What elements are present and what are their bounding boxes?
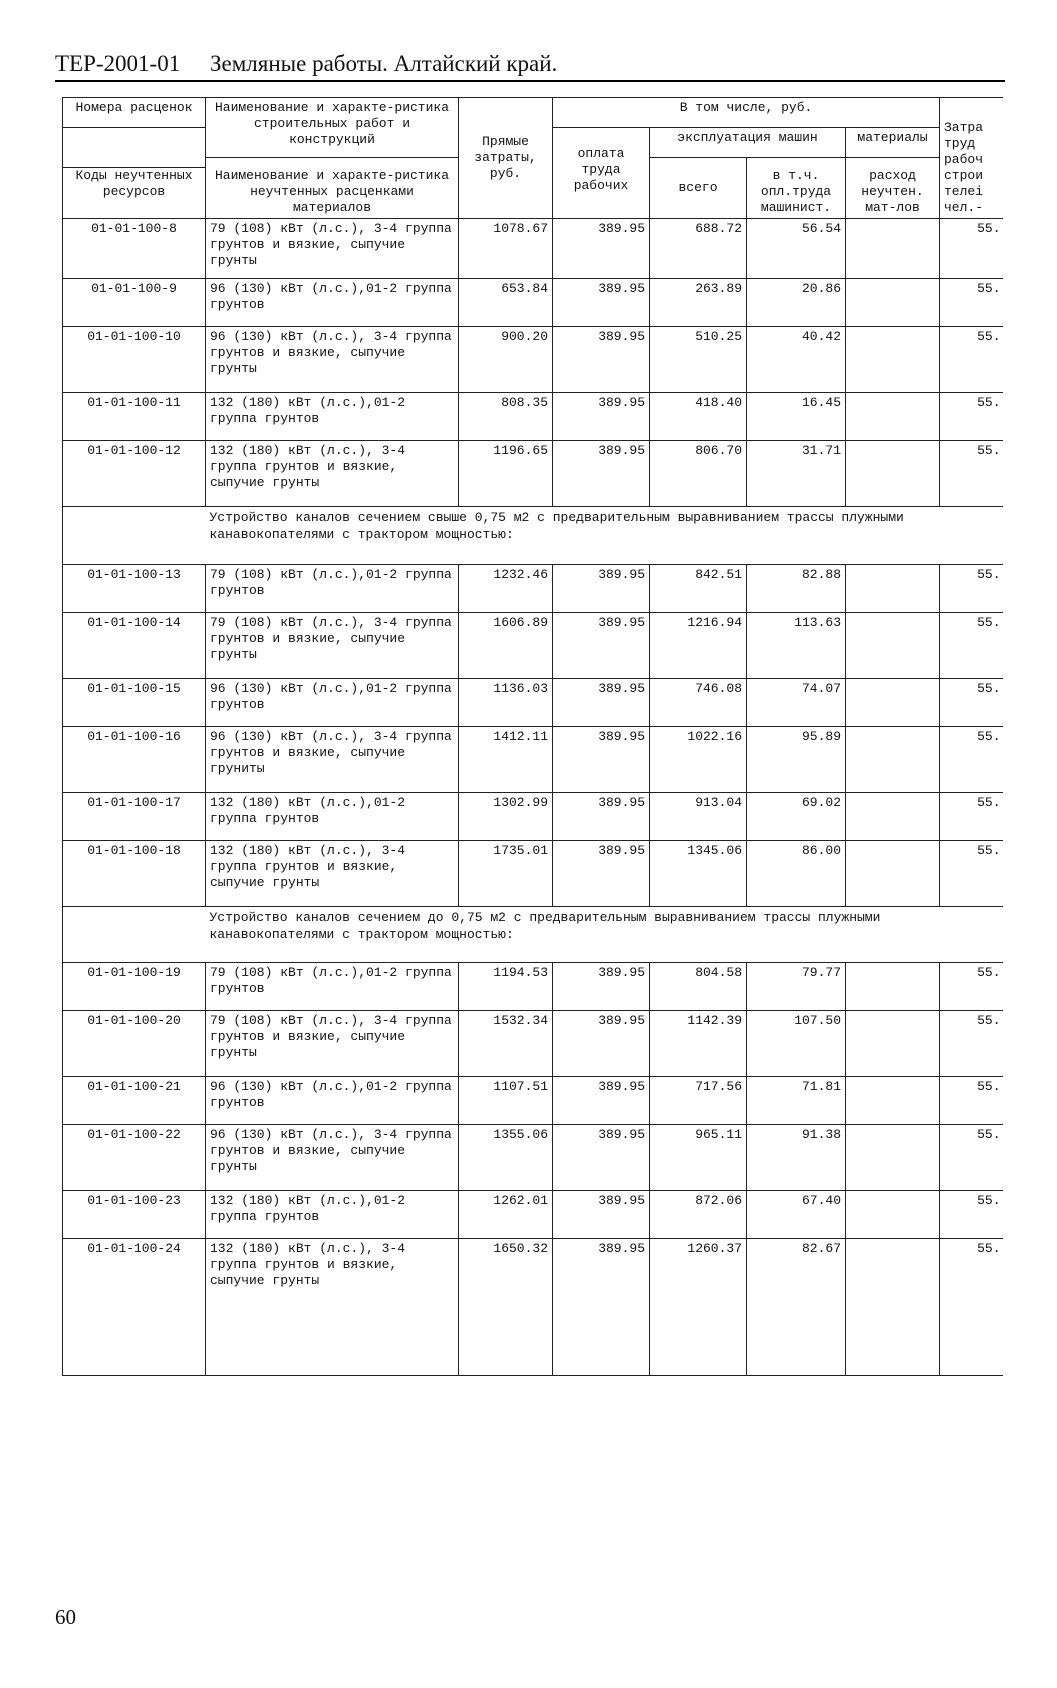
section-spacer [63,507,206,565]
work-name: 79 (108) кВт (л.с.),01-2 группа грунтов [206,565,459,613]
machinist-wage: 31.71 [747,441,846,507]
direct-costs: 900.20 [459,327,553,393]
rate-code: 01-01-100-21 [63,1077,206,1125]
materials [846,565,940,613]
machinist-wage: 74.07 [747,679,846,727]
direct-costs: 1196.65 [459,441,553,507]
work-name: 132 (180) кВт (л.с.),01-2 группа грунтов [206,793,459,841]
labor-cost: 55. [940,327,1003,393]
machines-total: 872.06 [650,1191,747,1239]
rate-code: 01-01-100-17 [63,793,206,841]
direct-costs: 1262.01 [459,1191,553,1239]
work-name: 79 (108) кВт (л.с.), 3-4 группа грунтов и вязкие, сыпучие грунты [206,613,459,679]
table-header [63,98,1003,219]
labor-wage: 389.95 [553,1239,650,1376]
machines-total: 263.89 [650,279,747,327]
table-row [63,793,1003,841]
table-row [63,1239,1003,1376]
machines-total: 1142.39 [650,1011,747,1077]
materials [846,219,940,279]
direct-costs: 1650.32 [459,1239,553,1376]
materials [846,679,940,727]
machinist-wage: 71.81 [747,1077,846,1125]
machinist-wage: 67.40 [747,1191,846,1239]
page-number: 60 [55,1605,76,1629]
labor-wage: 389.95 [553,565,650,613]
machines-total: 913.04 [650,793,747,841]
machinist-wage: 113.63 [747,613,846,679]
header-machinist-wage: в т.ч. опл.труда машинист. [747,158,846,219]
table-row [63,565,1003,613]
rate-code: 01-01-100-23 [63,1191,206,1239]
work-name: 132 (180) кВт (л.с.), 3-4 группа грунтов и вязкие, сыпучие грунты [206,841,459,907]
labor-wage: 389.95 [553,613,650,679]
labor-cost: 55. [940,1125,1003,1191]
work-name: 132 (180) кВт (л.с.), 3-4 группа грунтов и вязкие, сыпучие грунты [206,441,459,507]
table-row [63,1125,1003,1191]
rate-code: 01-01-100-11 [63,393,206,441]
labor-cost: 55. [940,963,1003,1011]
machinist-wage: 56.54 [747,219,846,279]
materials [846,963,940,1011]
section-row [63,507,1003,565]
work-name: 132 (180) кВт (л.с.),01-2 группа грунтов [206,393,459,441]
rates-table [62,97,1003,1376]
machines-total: 688.72 [650,219,747,279]
labor-cost: 55. [940,441,1003,507]
rate-code: 01-01-100-24 [63,1239,206,1376]
table-group [63,507,1003,907]
rate-code: 01-01-100-8 [63,219,206,279]
document-code: ТЕР-2001-01 [55,51,181,76]
table-row [63,613,1003,679]
header-unaccounted-name: Наименование и характе-ристика неучтенных расценками материалов [206,158,459,219]
machines-total: 418.40 [650,393,747,441]
machines-total: 717.56 [650,1077,747,1125]
work-name: 96 (130) кВт (л.с.),01-2 группа грунтов [206,279,459,327]
direct-costs: 1606.89 [459,613,553,679]
direct-costs: 1107.51 [459,1077,553,1125]
rate-code: 01-01-100-15 [63,679,206,727]
work-name: 132 (180) кВт (л.с.),01-2 группа грунтов [206,1191,459,1239]
labor-cost: 55. [940,679,1003,727]
rate-code: 01-01-100-18 [63,841,206,907]
table-group [63,907,1003,1376]
work-name: 96 (130) кВт (л.с.),01-2 группа грунтов [206,679,459,727]
materials [846,327,940,393]
rate-code: 01-01-100-14 [63,613,206,679]
table-row [63,679,1003,727]
labor-wage: 389.95 [553,727,650,793]
labor-wage: 389.95 [553,679,650,727]
machines-total: 1345.06 [650,841,747,907]
machinist-wage: 91.38 [747,1125,846,1191]
document-title: Земляные работы. Алтайский край. [210,51,558,76]
labor-cost: 55. [940,279,1003,327]
labor-cost: 55. [940,1011,1003,1077]
machines-total: 510.25 [650,327,747,393]
header-rate-numbers: Номера расценок [63,98,206,128]
machinist-wage: 82.88 [747,565,846,613]
labor-cost: 55. [940,393,1003,441]
machines-total: 1260.37 [650,1239,747,1376]
materials [846,1011,940,1077]
work-name: 96 (130) кВт (л.с.), 3-4 группа грунтов и вязкие, сыпучие грунты [206,1125,459,1191]
section-title: Устройство каналов сечением свыше 0,75 м2 с предварительным выравниванием трассы плужными канавокопателями с трактором мощностью: [206,507,1003,565]
labor-cost: 55. [940,793,1003,841]
table-row [63,1077,1003,1125]
table-row [63,327,1003,393]
direct-costs: 1194.53 [459,963,553,1011]
page-header [55,50,1005,82]
section-spacer [63,907,206,963]
direct-costs: 1735.01 [459,841,553,907]
header-labor-cost: Затра труд рабоч строи телеі чел.- [940,98,1003,219]
labor-wage: 389.95 [553,327,650,393]
work-name: 79 (108) кВт (л.с.), 3-4 группа грунтов и вязкие, сыпучие грунты [206,1011,459,1077]
materials [846,793,940,841]
direct-costs: 1232.46 [459,565,553,613]
table-row [63,841,1003,907]
rate-code: 01-01-100-12 [63,441,206,507]
labor-wage: 389.95 [553,1011,650,1077]
work-name: 96 (130) кВт (л.с.), 3-4 группа грунтов и вязкие, сыпучие груниты [206,727,459,793]
table-row [63,219,1003,279]
direct-costs: 1412.11 [459,727,553,793]
machines-total: 1216.94 [650,613,747,679]
table-row [63,1011,1003,1077]
header-unaccounted-consumption: расход неучтен. мат-лов [846,158,940,219]
work-name: 132 (180) кВт (л.с.), 3-4 группа грунтов и вязкие, сыпучие грунты [206,1239,459,1376]
direct-costs: 1302.99 [459,793,553,841]
header-labor-wage: оплата труда рабочих [553,128,650,219]
rate-code: 01-01-100-9 [63,279,206,327]
machinist-wage: 40.42 [747,327,846,393]
labor-wage: 389.95 [553,841,650,907]
work-name: 79 (108) кВт (л.с.),01-2 группа грунтов [206,963,459,1011]
direct-costs: 653.84 [459,279,553,327]
labor-cost: 55. [940,219,1003,279]
rate-code: 01-01-100-19 [63,963,206,1011]
materials [846,727,940,793]
machinist-wage: 107.50 [747,1011,846,1077]
header-direct-costs: Прямые затраты, руб. [459,98,553,219]
rate-code: 01-01-100-10 [63,327,206,393]
header-rate-numbers-cont [63,128,206,168]
table-row [63,1191,1003,1239]
machines-total: 806.70 [650,441,747,507]
labor-wage: 389.95 [553,1077,650,1125]
table-group [63,219,1003,507]
machinist-wage: 95.89 [747,727,846,793]
machinist-wage: 82.67 [747,1239,846,1376]
header-materials: материалы [846,128,940,158]
section-title: Устройство каналов сечением до 0,75 м2 с предварительным выравниванием трассы плужными канавокопателями с трактором мощностью: [206,907,1003,963]
materials [846,1077,940,1125]
machines-total: 842.51 [650,565,747,613]
table-row [63,279,1003,327]
materials [846,613,940,679]
machines-total: 1022.16 [650,727,747,793]
machines-total: 965.11 [650,1125,747,1191]
labor-wage: 389.95 [553,963,650,1011]
header-including: В том числе, руб. [553,98,940,128]
work-name: 96 (130) кВт (л.с.),01-2 группа грунтов [206,1077,459,1125]
materials [846,1191,940,1239]
machinist-wage: 69.02 [747,793,846,841]
direct-costs: 1078.67 [459,219,553,279]
rate-code: 01-01-100-22 [63,1125,206,1191]
rate-code: 01-01-100-16 [63,727,206,793]
machinist-wage: 20.86 [747,279,846,327]
work-name: 79 (108) кВт (л.с.), 3-4 группа грунтов и вязкие, сыпучие грунты [206,219,459,279]
table-row [63,963,1003,1011]
materials [846,393,940,441]
machines-total: 746.08 [650,679,747,727]
work-name: 96 (130) кВт (л.с.), 3-4 группа грунтов и вязкие, сыпучие грунты [206,327,459,393]
labor-cost: 55. [940,1239,1003,1376]
labor-cost: 55. [940,565,1003,613]
machinist-wage: 16.45 [747,393,846,441]
labor-wage: 389.95 [553,1125,650,1191]
header-resource-codes: Коды неучтенных ресурсов [63,168,206,219]
materials [846,1239,940,1376]
table-row [63,393,1003,441]
header-machines-total: всего [650,158,747,219]
labor-wage: 389.95 [553,279,650,327]
rate-code: 01-01-100-13 [63,565,206,613]
direct-costs: 1136.03 [459,679,553,727]
labor-cost: 55. [940,727,1003,793]
materials [846,279,940,327]
materials [846,441,940,507]
labor-cost: 55. [940,613,1003,679]
labor-wage: 389.95 [553,219,650,279]
header-machines: эксплуатация машин [650,128,846,158]
labor-cost: 55. [940,1191,1003,1239]
labor-cost: 55. [940,1077,1003,1125]
labor-cost: 55. [940,841,1003,907]
materials [846,841,940,907]
machines-total: 804.58 [650,963,747,1011]
machinist-wage: 86.00 [747,841,846,907]
direct-costs: 1532.34 [459,1011,553,1077]
table-row [63,441,1003,507]
machinist-wage: 79.77 [747,963,846,1011]
direct-costs: 1355.06 [459,1125,553,1191]
materials [846,1125,940,1191]
labor-wage: 389.95 [553,393,650,441]
labor-wage: 389.95 [553,1191,650,1239]
direct-costs: 808.35 [459,393,553,441]
rate-code: 01-01-100-20 [63,1011,206,1077]
header-work-name: Наименование и характе-ристика строительных работ и конструкций [206,98,459,158]
labor-wage: 389.95 [553,793,650,841]
table-row [63,727,1003,793]
labor-wage: 389.95 [553,441,650,507]
section-row [63,907,1003,963]
